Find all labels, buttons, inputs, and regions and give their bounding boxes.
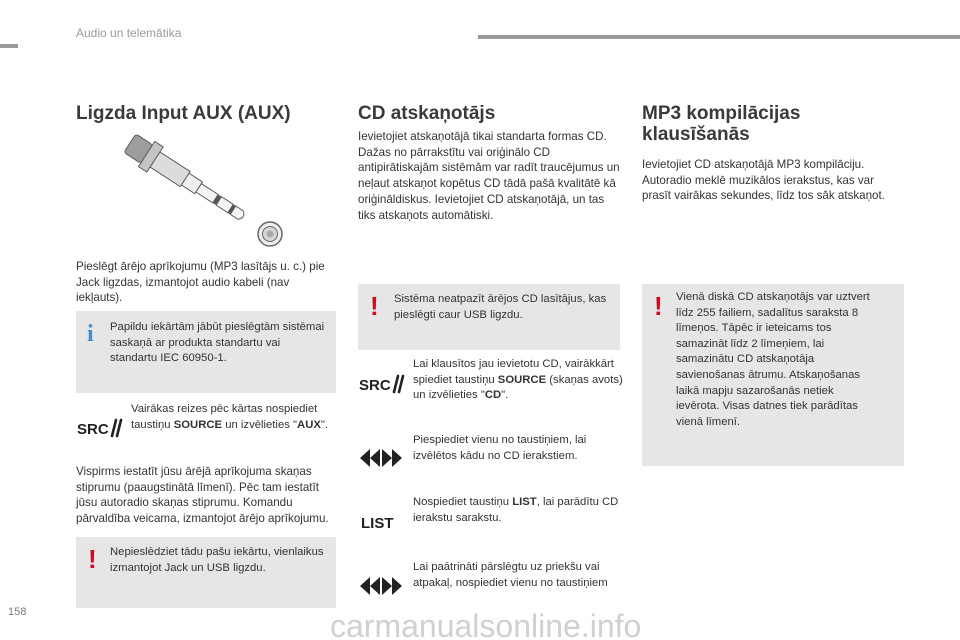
aux-source-instruction-value: AUX	[297, 418, 321, 431]
cd-source-instruction-button: SOURCE	[497, 373, 547, 386]
cd-list-instruction-button: LIST	[512, 496, 537, 508]
mp3-heading	[642, 103, 902, 145]
aux-info-note	[76, 311, 336, 393]
source-button-icon-label: SRC	[77, 421, 109, 438]
mp3-heading-line2: klausīšanās	[642, 124, 750, 145]
warning-icon: !	[370, 291, 379, 321]
cd-list-instruction-post: , lai parādītu CD ierakstu sarakstu.	[413, 496, 619, 524]
aux-warning-note-text: Nepieslēdziet tādu pašu iekārtu, vienlaikus izmantojot Jack un USB ligzdu.	[110, 546, 324, 574]
cd-source-instruction-value: CD	[484, 389, 502, 402]
cd-warning-note-text: Sistēma neatpazīt ārējos CD lasītājus, kas pieslēgti caur USB ligzdu.	[394, 293, 607, 321]
cd-source-instruction-mid: (skaņas avots) un izvēlieties "	[413, 373, 623, 402]
mp3-heading-line1: MP3 kompilācijas	[642, 103, 801, 124]
warning-icon: !	[88, 544, 97, 574]
list-button-icon-label: LIST	[361, 515, 394, 532]
jack-plug-illustration	[112, 131, 292, 249]
cd-intro: Ievietojiet atskaņotājā tikai standarta formas CD. Dažas no pārrakstītu vai oriģinālo CD antipirātiskajām sistēmām var radīt traucējumus un neļaut atskaņot kopētus CD tādā pašā kvalitātē kā oriģināldiskus. Ievietojiet CD atskaņotājā, un tas tiks atskaņots automātiski.	[358, 130, 620, 222]
aux-heading: Ligzda Input AUX (AUX)	[76, 103, 291, 124]
cd-track-instruction: Piespiediet vienu no taustiņiem, lai izvēlētos kādu no CD ierakstiem.	[413, 434, 587, 462]
aux-info-note-text: Papildu iekārtām jābūt pieslēgtām sistēmai saskaņā ar produkta standartu vai standartu IEC 60950-1.	[110, 321, 325, 365]
cd-fast-instruction: Lai paātrināti pārslēgtu uz priekšu vai atpakaļ, nospiediet vienu no taustiņiem	[413, 561, 608, 589]
source-button-icon	[358, 370, 406, 398]
aux-source-instruction-pre: Vairākas reizes pēc kārtas nospiediet taustiņu	[131, 403, 318, 431]
aux-source-instruction-post: ".	[320, 418, 329, 431]
section-header-title: Audio un telemātika	[76, 26, 182, 40]
fast-forward-rewind-icon	[358, 575, 404, 597]
aux-source-instruction-button: SOURCE	[173, 418, 223, 431]
cd-source-instruction-post: ".	[501, 389, 509, 402]
mp3-warning-note-text: Vienā diskā CD atskaņotājs var uztvert līdz 255 failiem, sadalītus saraksta 8 līmeņos. Tāpēc ir ieteicams tos samazināt līdz 2 līmeņiem, lai samazinātu CD atskaņotāja savienošanas ātrumu. Atskaņošanas laikā mapju sazarošanās netiek ievērota. Visas datnes tiek parādītas vienā līmenī.	[676, 291, 870, 428]
info-icon: i	[87, 321, 94, 347]
page-number: 158	[8, 606, 27, 618]
cd-warning-note	[358, 284, 620, 350]
list-button-icon	[358, 509, 406, 533]
track-prev-next-icon	[358, 447, 404, 469]
header-rule-right	[478, 35, 960, 39]
mp3-intro: Ievietojiet CD atskaņotājā MP3 kompilāciju. Autoradio meklē muzikālos ierakstus, kas var prasīt vairākas sekundes, līdz tos sāk atskaņot.	[642, 158, 885, 203]
aux-volume-paragraph: Vispirms iestatīt jūsu ārējā aprīkojuma skaņas stiprumu (paaugstinātā līmenī). Pēc tam iestatīt jūsu autoradio skaņas stiprumu. Komandu pārvaldība veicama, izmantojot ārējo aprīkojumu.	[76, 465, 329, 526]
header-rule-left	[0, 44, 18, 48]
cd-source-instruction	[413, 357, 623, 404]
warning-icon: !	[654, 291, 663, 321]
source-button-icon	[76, 414, 124, 442]
mp3-warning-note	[642, 284, 904, 466]
watermark: carmanualsonline.info	[330, 608, 642, 640]
cd-list-instruction-pre: Nospiediet taustiņu	[413, 496, 513, 508]
aux-source-instruction	[131, 402, 341, 433]
source-button-icon-label: SRC	[359, 377, 391, 394]
aux-source-instruction-mid: un izvēlieties "	[222, 418, 298, 431]
cd-heading: CD atskaņotājs	[358, 103, 496, 124]
aux-intro: Pieslēgt ārējo aprīkojumu (MP3 lasītājs u. c.) pie Jack ligzdas, izmantojot audio kabeli (nav iekļauts).	[76, 260, 325, 305]
cd-source-instruction-pre: Lai klausītos jau ievietotu CD, vairākkārt spiediet taustiņu	[413, 358, 614, 386]
aux-warning-note	[76, 537, 336, 608]
cd-list-instruction	[413, 495, 623, 526]
